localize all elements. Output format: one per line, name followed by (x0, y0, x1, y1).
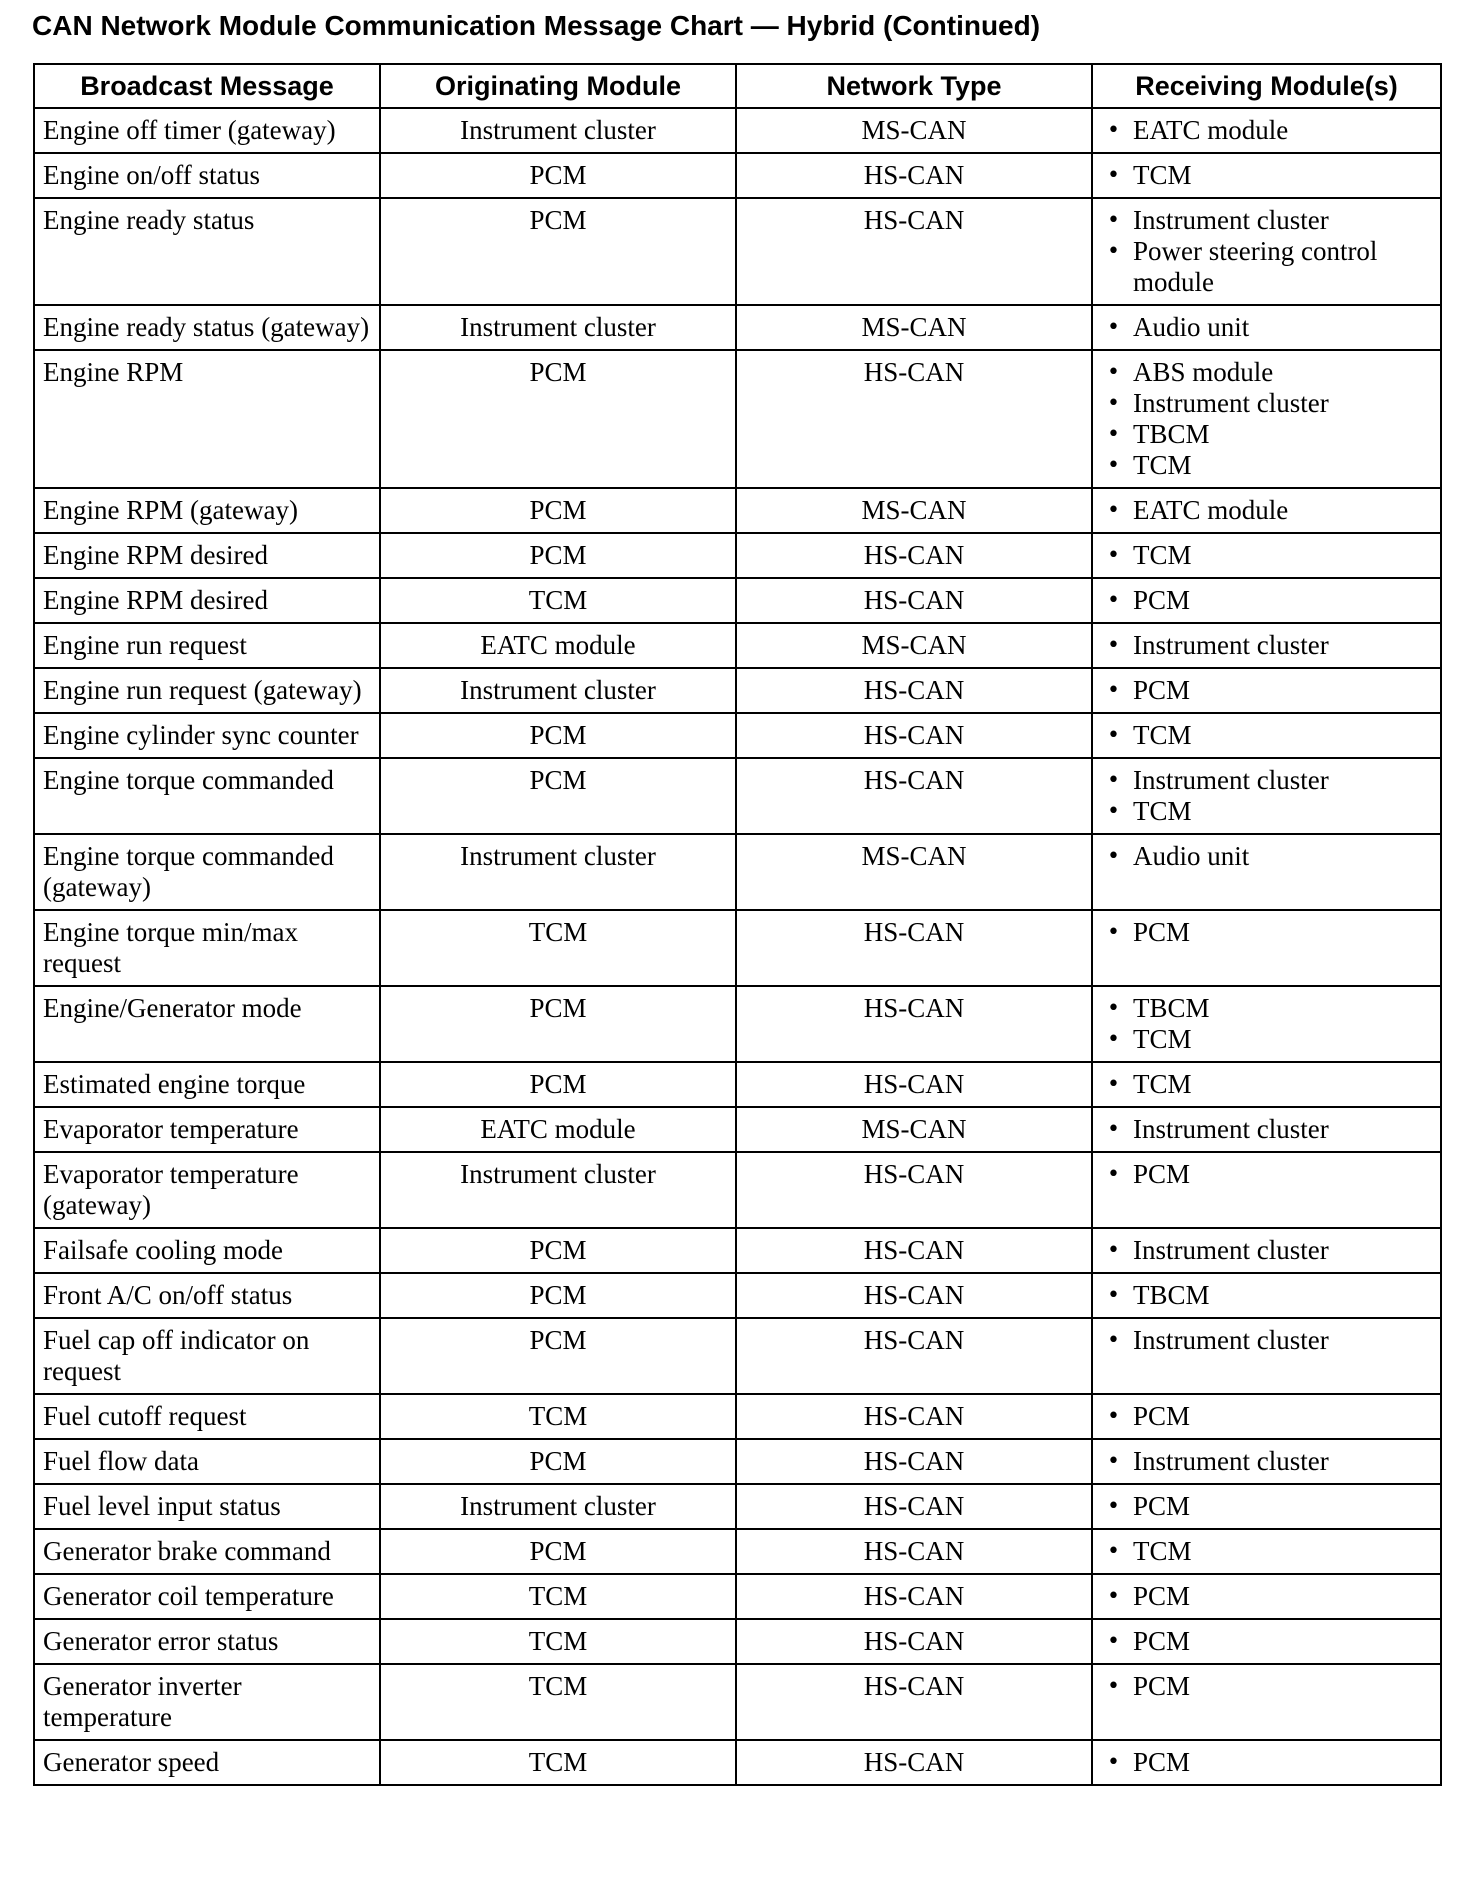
receiving-modules-list (1105, 205, 1432, 298)
network-type-cell: HS-CAN (736, 986, 1092, 1062)
receiving-modules-list (1105, 1280, 1432, 1311)
receiving-module-item: • TBCM (1105, 419, 1432, 450)
receiving-module-item: • Instrument cluster (1105, 1114, 1432, 1145)
receiving-modules-cell (1092, 834, 1441, 910)
network-type-cell: HS-CAN (736, 578, 1092, 623)
network-type-cell: MS-CAN (736, 488, 1092, 533)
originating-module-cell: PCM (380, 1318, 736, 1394)
network-type-cell: HS-CAN (736, 1484, 1092, 1529)
receiving-module-item: • TCM (1105, 1024, 1432, 1055)
originating-module-cell: EATC module (380, 623, 736, 668)
receiving-modules-list (1105, 993, 1432, 1055)
table-row (34, 1273, 1441, 1318)
broadcast-message-cell: Fuel level input status (34, 1484, 380, 1529)
receiving-modules-cell (1092, 910, 1441, 986)
receiving-module-item: • Instrument cluster (1105, 1446, 1432, 1477)
network-type-cell: HS-CAN (736, 1228, 1092, 1273)
table-row (34, 1228, 1441, 1273)
originating-module-cell: PCM (380, 1439, 736, 1484)
receiving-module-item: • PCM (1105, 1581, 1432, 1612)
table-row (34, 668, 1441, 713)
receiving-module-item: • ABS module (1105, 357, 1432, 388)
receiving-module-item: • PCM (1105, 1671, 1432, 1702)
originating-module-cell: TCM (380, 1740, 736, 1785)
receiving-module-item: • Instrument cluster (1105, 1325, 1432, 1356)
receiving-module-item: • Instrument cluster (1105, 205, 1432, 236)
table-row (34, 1529, 1441, 1574)
receiving-module-item: • Instrument cluster (1105, 630, 1432, 661)
receiving-module-item: • TCM (1105, 540, 1432, 571)
broadcast-message-cell: Engine on/off status (34, 153, 380, 198)
table-row (34, 1439, 1441, 1484)
receiving-modules-cell (1092, 488, 1441, 533)
receiving-module-item: • TCM (1105, 160, 1432, 191)
receiving-module-item: • Instrument cluster (1105, 1235, 1432, 1266)
broadcast-message-cell: Fuel flow data (34, 1439, 380, 1484)
receiving-module-item: • Power steering control module (1105, 236, 1432, 298)
receiving-module-item: • TCM (1105, 720, 1432, 751)
broadcast-message-cell: Generator error status (34, 1619, 380, 1664)
broadcast-message-cell: Engine ready status (34, 198, 380, 305)
receiving-modules-list (1105, 917, 1432, 948)
network-type-cell: HS-CAN (736, 1062, 1092, 1107)
originating-module-cell: PCM (380, 488, 736, 533)
originating-module-cell: Instrument cluster (380, 305, 736, 350)
network-type-cell: HS-CAN (736, 1318, 1092, 1394)
receiving-modules-list (1105, 1235, 1432, 1266)
table-row (34, 198, 1441, 305)
network-type-cell: MS-CAN (736, 623, 1092, 668)
network-type-cell: HS-CAN (736, 153, 1092, 198)
table-row (34, 1062, 1441, 1107)
broadcast-message-cell: Failsafe cooling mode (34, 1228, 380, 1273)
originating-module-cell: TCM (380, 1394, 736, 1439)
receiving-module-item: • Audio unit (1105, 841, 1432, 872)
broadcast-message-cell: Engine RPM desired (34, 578, 380, 623)
receiving-modules-list (1105, 1747, 1432, 1778)
receiving-modules-cell (1092, 1318, 1441, 1394)
table-row (34, 834, 1441, 910)
receiving-modules-list (1105, 1581, 1432, 1612)
broadcast-message-cell: Engine torque commanded (34, 758, 380, 834)
network-type-cell: HS-CAN (736, 1273, 1092, 1318)
receiving-modules-list (1105, 675, 1432, 706)
receiving-modules-list (1105, 1069, 1432, 1100)
originating-module-cell: PCM (380, 153, 736, 198)
originating-module-cell: TCM (380, 578, 736, 623)
table-row (34, 1152, 1441, 1228)
originating-module-cell: PCM (380, 1062, 736, 1107)
receiving-modules-cell (1092, 713, 1441, 758)
originating-module-cell: PCM (380, 350, 736, 488)
receiving-modules-list (1105, 1671, 1432, 1702)
table-row (34, 153, 1441, 198)
receiving-modules-cell (1092, 1664, 1441, 1740)
receiving-modules-cell (1092, 350, 1441, 488)
table-row (34, 1619, 1441, 1664)
receiving-module-item: • PCM (1105, 1491, 1432, 1522)
receiving-modules-cell (1092, 1574, 1441, 1619)
receiving-modules-cell (1092, 1484, 1441, 1529)
receiving-modules-cell (1092, 1740, 1441, 1785)
table-row (34, 350, 1441, 488)
network-type-cell: HS-CAN (736, 713, 1092, 758)
receiving-modules-cell (1092, 1152, 1441, 1228)
receiving-modules-list (1105, 115, 1432, 146)
table-row (34, 713, 1441, 758)
receiving-modules-list (1105, 585, 1432, 616)
originating-module-cell: PCM (380, 1529, 736, 1574)
receiving-modules-list (1105, 765, 1432, 827)
receiving-modules-cell (1092, 108, 1441, 153)
receiving-modules-list (1105, 1401, 1432, 1432)
originating-module-cell: PCM (380, 713, 736, 758)
originating-module-cell: TCM (380, 910, 736, 986)
broadcast-message-cell: Fuel cap off indicator on request (34, 1318, 380, 1394)
broadcast-message-cell: Engine torque min/max request (34, 910, 380, 986)
originating-module-cell: Instrument cluster (380, 668, 736, 713)
page-title: CAN Network Module Communication Message Chart — Hybrid (Continued) (32, 10, 1041, 41)
originating-module-cell: PCM (380, 1273, 736, 1318)
network-type-cell: HS-CAN (736, 668, 1092, 713)
table-row (34, 1318, 1441, 1394)
receiving-module-item: • TCM (1105, 450, 1432, 481)
table-row (34, 986, 1441, 1062)
receiving-modules-list (1105, 1536, 1432, 1567)
network-type-cell: MS-CAN (736, 1107, 1092, 1152)
broadcast-message-cell: Engine ready status (gateway) (34, 305, 380, 350)
receiving-modules-cell (1092, 986, 1441, 1062)
network-type-cell: MS-CAN (736, 834, 1092, 910)
receiving-module-item: • PCM (1105, 917, 1432, 948)
receiving-modules-cell (1092, 153, 1441, 198)
table-row (34, 910, 1441, 986)
receiving-modules-list (1105, 1626, 1432, 1657)
network-type-cell: HS-CAN (736, 350, 1092, 488)
network-type-cell: HS-CAN (736, 1394, 1092, 1439)
receiving-modules-cell (1092, 1062, 1441, 1107)
originating-module-cell: Instrument cluster (380, 108, 736, 153)
header-broadcast-message: Broadcast Message (34, 64, 380, 108)
broadcast-message-cell: Engine RPM desired (34, 533, 380, 578)
network-type-cell: HS-CAN (736, 198, 1092, 305)
table-row (34, 108, 1441, 153)
receiving-module-item: • Instrument cluster (1105, 388, 1432, 419)
broadcast-message-cell: Generator brake command (34, 1529, 380, 1574)
network-type-cell: MS-CAN (736, 108, 1092, 153)
receiving-modules-list (1105, 1159, 1432, 1190)
originating-module-cell: PCM (380, 1228, 736, 1273)
receiving-module-item: • PCM (1105, 585, 1432, 616)
receiving-modules-cell (1092, 578, 1441, 623)
receiving-modules-cell (1092, 623, 1441, 668)
originating-module-cell: PCM (380, 986, 736, 1062)
receiving-module-item: • TCM (1105, 1536, 1432, 1567)
receiving-modules-cell (1092, 1619, 1441, 1664)
message-chart-table (33, 63, 1442, 1786)
broadcast-message-cell: Generator coil temperature (34, 1574, 380, 1619)
receiving-module-item: • TBCM (1105, 1280, 1432, 1311)
receiving-module-item: • TBCM (1105, 993, 1432, 1024)
table-row (34, 578, 1441, 623)
broadcast-message-cell: Engine RPM (34, 350, 380, 488)
receiving-modules-list (1105, 312, 1432, 343)
table-row (34, 533, 1441, 578)
originating-module-cell: TCM (380, 1619, 736, 1664)
table-row (34, 1740, 1441, 1785)
network-type-cell: MS-CAN (736, 305, 1092, 350)
receiving-module-item: • EATC module (1105, 495, 1432, 526)
network-type-cell: HS-CAN (736, 1439, 1092, 1484)
network-type-cell: HS-CAN (736, 1740, 1092, 1785)
table-row (34, 1574, 1441, 1619)
table-row (34, 758, 1441, 834)
network-type-cell: HS-CAN (736, 1619, 1092, 1664)
originating-module-cell: Instrument cluster (380, 1484, 736, 1529)
broadcast-message-cell: Estimated engine torque (34, 1062, 380, 1107)
receiving-modules-list (1105, 1114, 1432, 1145)
table-body (34, 108, 1441, 1785)
receiving-modules-cell (1092, 1394, 1441, 1439)
broadcast-message-cell: Fuel cutoff request (34, 1394, 380, 1439)
receiving-module-item: • PCM (1105, 1159, 1432, 1190)
broadcast-message-cell: Engine/Generator mode (34, 986, 380, 1062)
receiving-modules-list (1105, 720, 1432, 751)
table-row (34, 1107, 1441, 1152)
originating-module-cell: Instrument cluster (380, 834, 736, 910)
header-row (34, 64, 1441, 108)
table-row (34, 305, 1441, 350)
receiving-modules-list (1105, 1325, 1432, 1356)
header-network-type: Network Type (736, 64, 1092, 108)
originating-module-cell: EATC module (380, 1107, 736, 1152)
receiving-modules-list (1105, 1491, 1432, 1522)
originating-module-cell: TCM (380, 1664, 736, 1740)
broadcast-message-cell: Engine cylinder sync counter (34, 713, 380, 758)
receiving-modules-list (1105, 540, 1432, 571)
table-row (34, 488, 1441, 533)
receiving-modules-list (1105, 160, 1432, 191)
receiving-modules-list (1105, 630, 1432, 661)
originating-module-cell: TCM (380, 1574, 736, 1619)
receiving-modules-cell (1092, 198, 1441, 305)
network-type-cell: HS-CAN (736, 1529, 1092, 1574)
receiving-modules-cell (1092, 1529, 1441, 1574)
broadcast-message-cell: Evaporator temperature (34, 1107, 380, 1152)
receiving-modules-cell (1092, 668, 1441, 713)
receiving-modules-cell (1092, 1107, 1441, 1152)
broadcast-message-cell: Engine run request (34, 623, 380, 668)
receiving-module-item: • PCM (1105, 1747, 1432, 1778)
header-originating-module: Originating Module (380, 64, 736, 108)
header-receiving-modules: Receiving Module(s) (1092, 64, 1441, 108)
receiving-modules-cell (1092, 1439, 1441, 1484)
broadcast-message-cell: Engine RPM (gateway) (34, 488, 380, 533)
broadcast-message-cell: Generator speed (34, 1740, 380, 1785)
receiving-modules-cell (1092, 305, 1441, 350)
receiving-modules-cell (1092, 533, 1441, 578)
network-type-cell: HS-CAN (736, 758, 1092, 834)
receiving-module-item: • PCM (1105, 675, 1432, 706)
receiving-modules-list (1105, 841, 1432, 872)
receiving-module-item: • TCM (1105, 796, 1432, 827)
originating-module-cell: PCM (380, 198, 736, 305)
broadcast-message-cell: Generator inverter temperature (34, 1664, 380, 1740)
receiving-module-item: • Audio unit (1105, 312, 1432, 343)
table-row (34, 1394, 1441, 1439)
receiving-module-item: • PCM (1105, 1626, 1432, 1657)
table-row (34, 623, 1441, 668)
network-type-cell: HS-CAN (736, 533, 1092, 578)
originating-module-cell: Instrument cluster (380, 1152, 736, 1228)
network-type-cell: HS-CAN (736, 1574, 1092, 1619)
receiving-modules-cell (1092, 1273, 1441, 1318)
originating-module-cell: PCM (380, 533, 736, 578)
receiving-module-item: • EATC module (1105, 115, 1432, 146)
broadcast-message-cell: Evaporator temperature (gateway) (34, 1152, 380, 1228)
originating-module-cell: PCM (380, 758, 736, 834)
receiving-module-item: • PCM (1105, 1401, 1432, 1432)
network-type-cell: HS-CAN (736, 1664, 1092, 1740)
receiving-modules-list (1105, 1446, 1432, 1477)
receiving-modules-cell (1092, 1228, 1441, 1273)
broadcast-message-cell: Engine run request (gateway) (34, 668, 380, 713)
table-row (34, 1484, 1441, 1529)
table-row (34, 1664, 1441, 1740)
receiving-module-item: • TCM (1105, 1069, 1432, 1100)
broadcast-message-cell: Engine off timer (gateway) (34, 108, 380, 153)
broadcast-message-cell: Front A/C on/off status (34, 1273, 380, 1318)
receiving-modules-list (1105, 495, 1432, 526)
receiving-modules-list (1105, 357, 1432, 481)
broadcast-message-cell: Engine torque commanded (gateway) (34, 834, 380, 910)
receiving-modules-cell (1092, 758, 1441, 834)
network-type-cell: HS-CAN (736, 910, 1092, 986)
receiving-module-item: • Instrument cluster (1105, 765, 1432, 796)
network-type-cell: HS-CAN (736, 1152, 1092, 1228)
